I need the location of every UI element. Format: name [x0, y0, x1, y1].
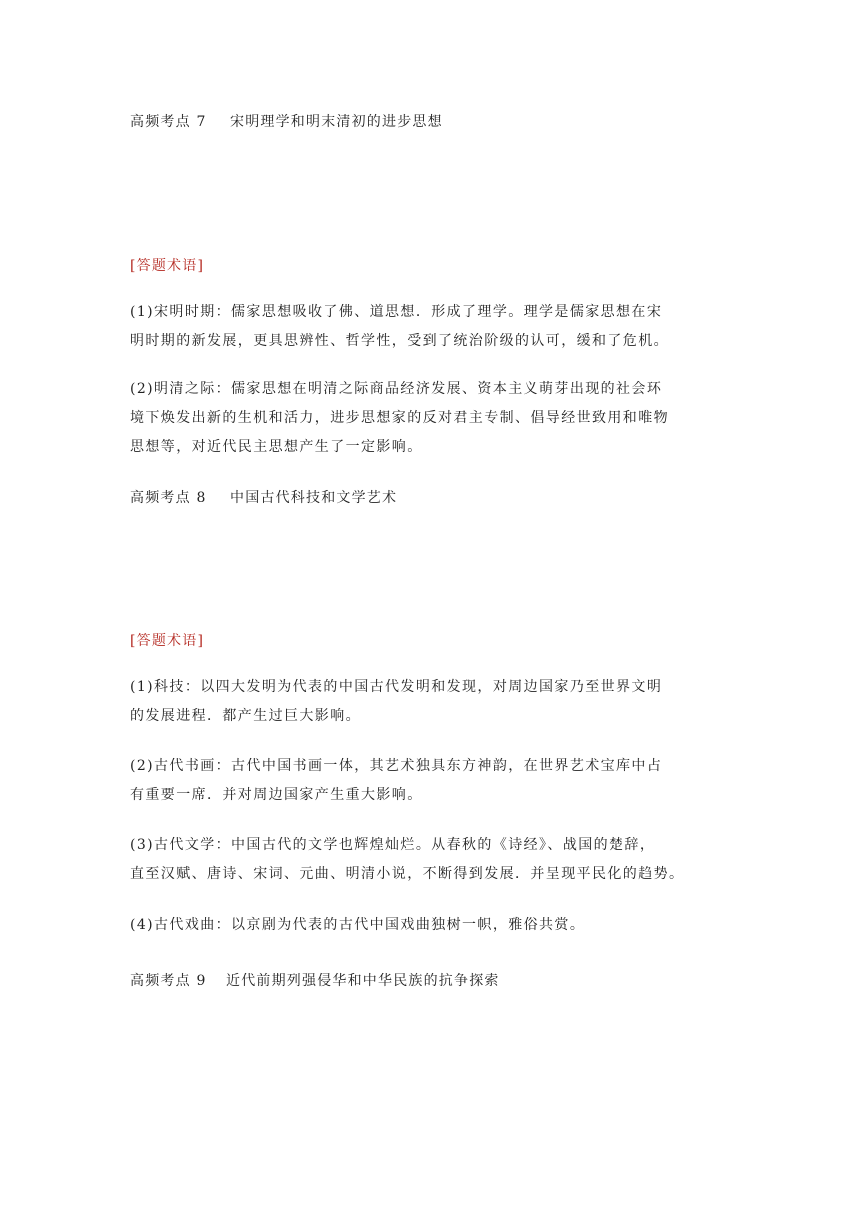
section-8-item-4: [130, 911, 730, 940]
paragraph-line: 直至汉赋、唐诗、宋词、元曲、明清小说，不断得到发展．并呈现平民化的趋势。: [130, 866, 685, 882]
paragraph-line: 明时期的新发展，更具思辨性、哲学性，受到了统治阶级的认可，缓和了危机。: [130, 333, 669, 349]
paragraph-line: 思想等，对近代民主思想产生了一定影响。: [130, 439, 423, 455]
section-7-heading: [130, 112, 443, 132]
paragraph-line: (2)古代书画：古代中国书画一体，其艺术独具东方神韵，在世界艺术宝库中占: [130, 758, 663, 774]
section-8-label: 高频考点 8: [130, 490, 207, 506]
section-7-term-header: [答题术语]: [130, 258, 205, 274]
section-8-title: 中国古代科技和文学艺术: [230, 490, 398, 506]
section-8-item-1: [130, 673, 730, 731]
paragraph-line: (4)古代戏曲：以京剧为代表的古代中国戏曲独树一帜，雅俗共赏。: [130, 917, 586, 933]
section-7-title: 宋明理学和明末清初的进步思想: [230, 114, 443, 130]
section-7-item-1: [130, 298, 730, 356]
section-8-term-header: [答题术语]: [130, 633, 205, 649]
section-9-heading: [130, 971, 500, 991]
paragraph-line: (1)科技：以四大发明为代表的中国古代发明和发现，对周边国家乃至世界文明: [130, 679, 663, 695]
paragraph-line: (1)宋明时期：儒家思想吸收了佛、道思想．形成了理学。理学是儒家思想在宋: [130, 304, 663, 320]
section-8-heading: [130, 488, 397, 508]
section-8-item-2: [130, 752, 730, 810]
section-8-item-3: [130, 831, 730, 889]
section-7-item-2: [130, 375, 730, 462]
paragraph-line: (2)明清之际：儒家思想在明清之际商品经济发展、资本主义萌芽出现的社会环: [130, 381, 663, 397]
paragraph-line: 境下焕发出新的生机和活力，进步思想家的反对君主专制、倡导经世致用和唯物: [130, 410, 669, 426]
paragraph-line: 的发展进程．都产生过巨大影响。: [130, 708, 361, 724]
section-9-label: 高频考点 9: [130, 973, 207, 989]
section-9-title: 近代前期列强侵华和中华民族的抗争探索: [226, 973, 500, 989]
paragraph-line: (3)古代文学：中国古代的文学也辉煌灿烂。从春秋的《诗经》、战国的楚辞，: [130, 837, 656, 853]
paragraph-line: 有重要一席．并对周边国家产生重大影响。: [130, 787, 423, 803]
section-7-label: 高频考点 7: [130, 114, 207, 130]
